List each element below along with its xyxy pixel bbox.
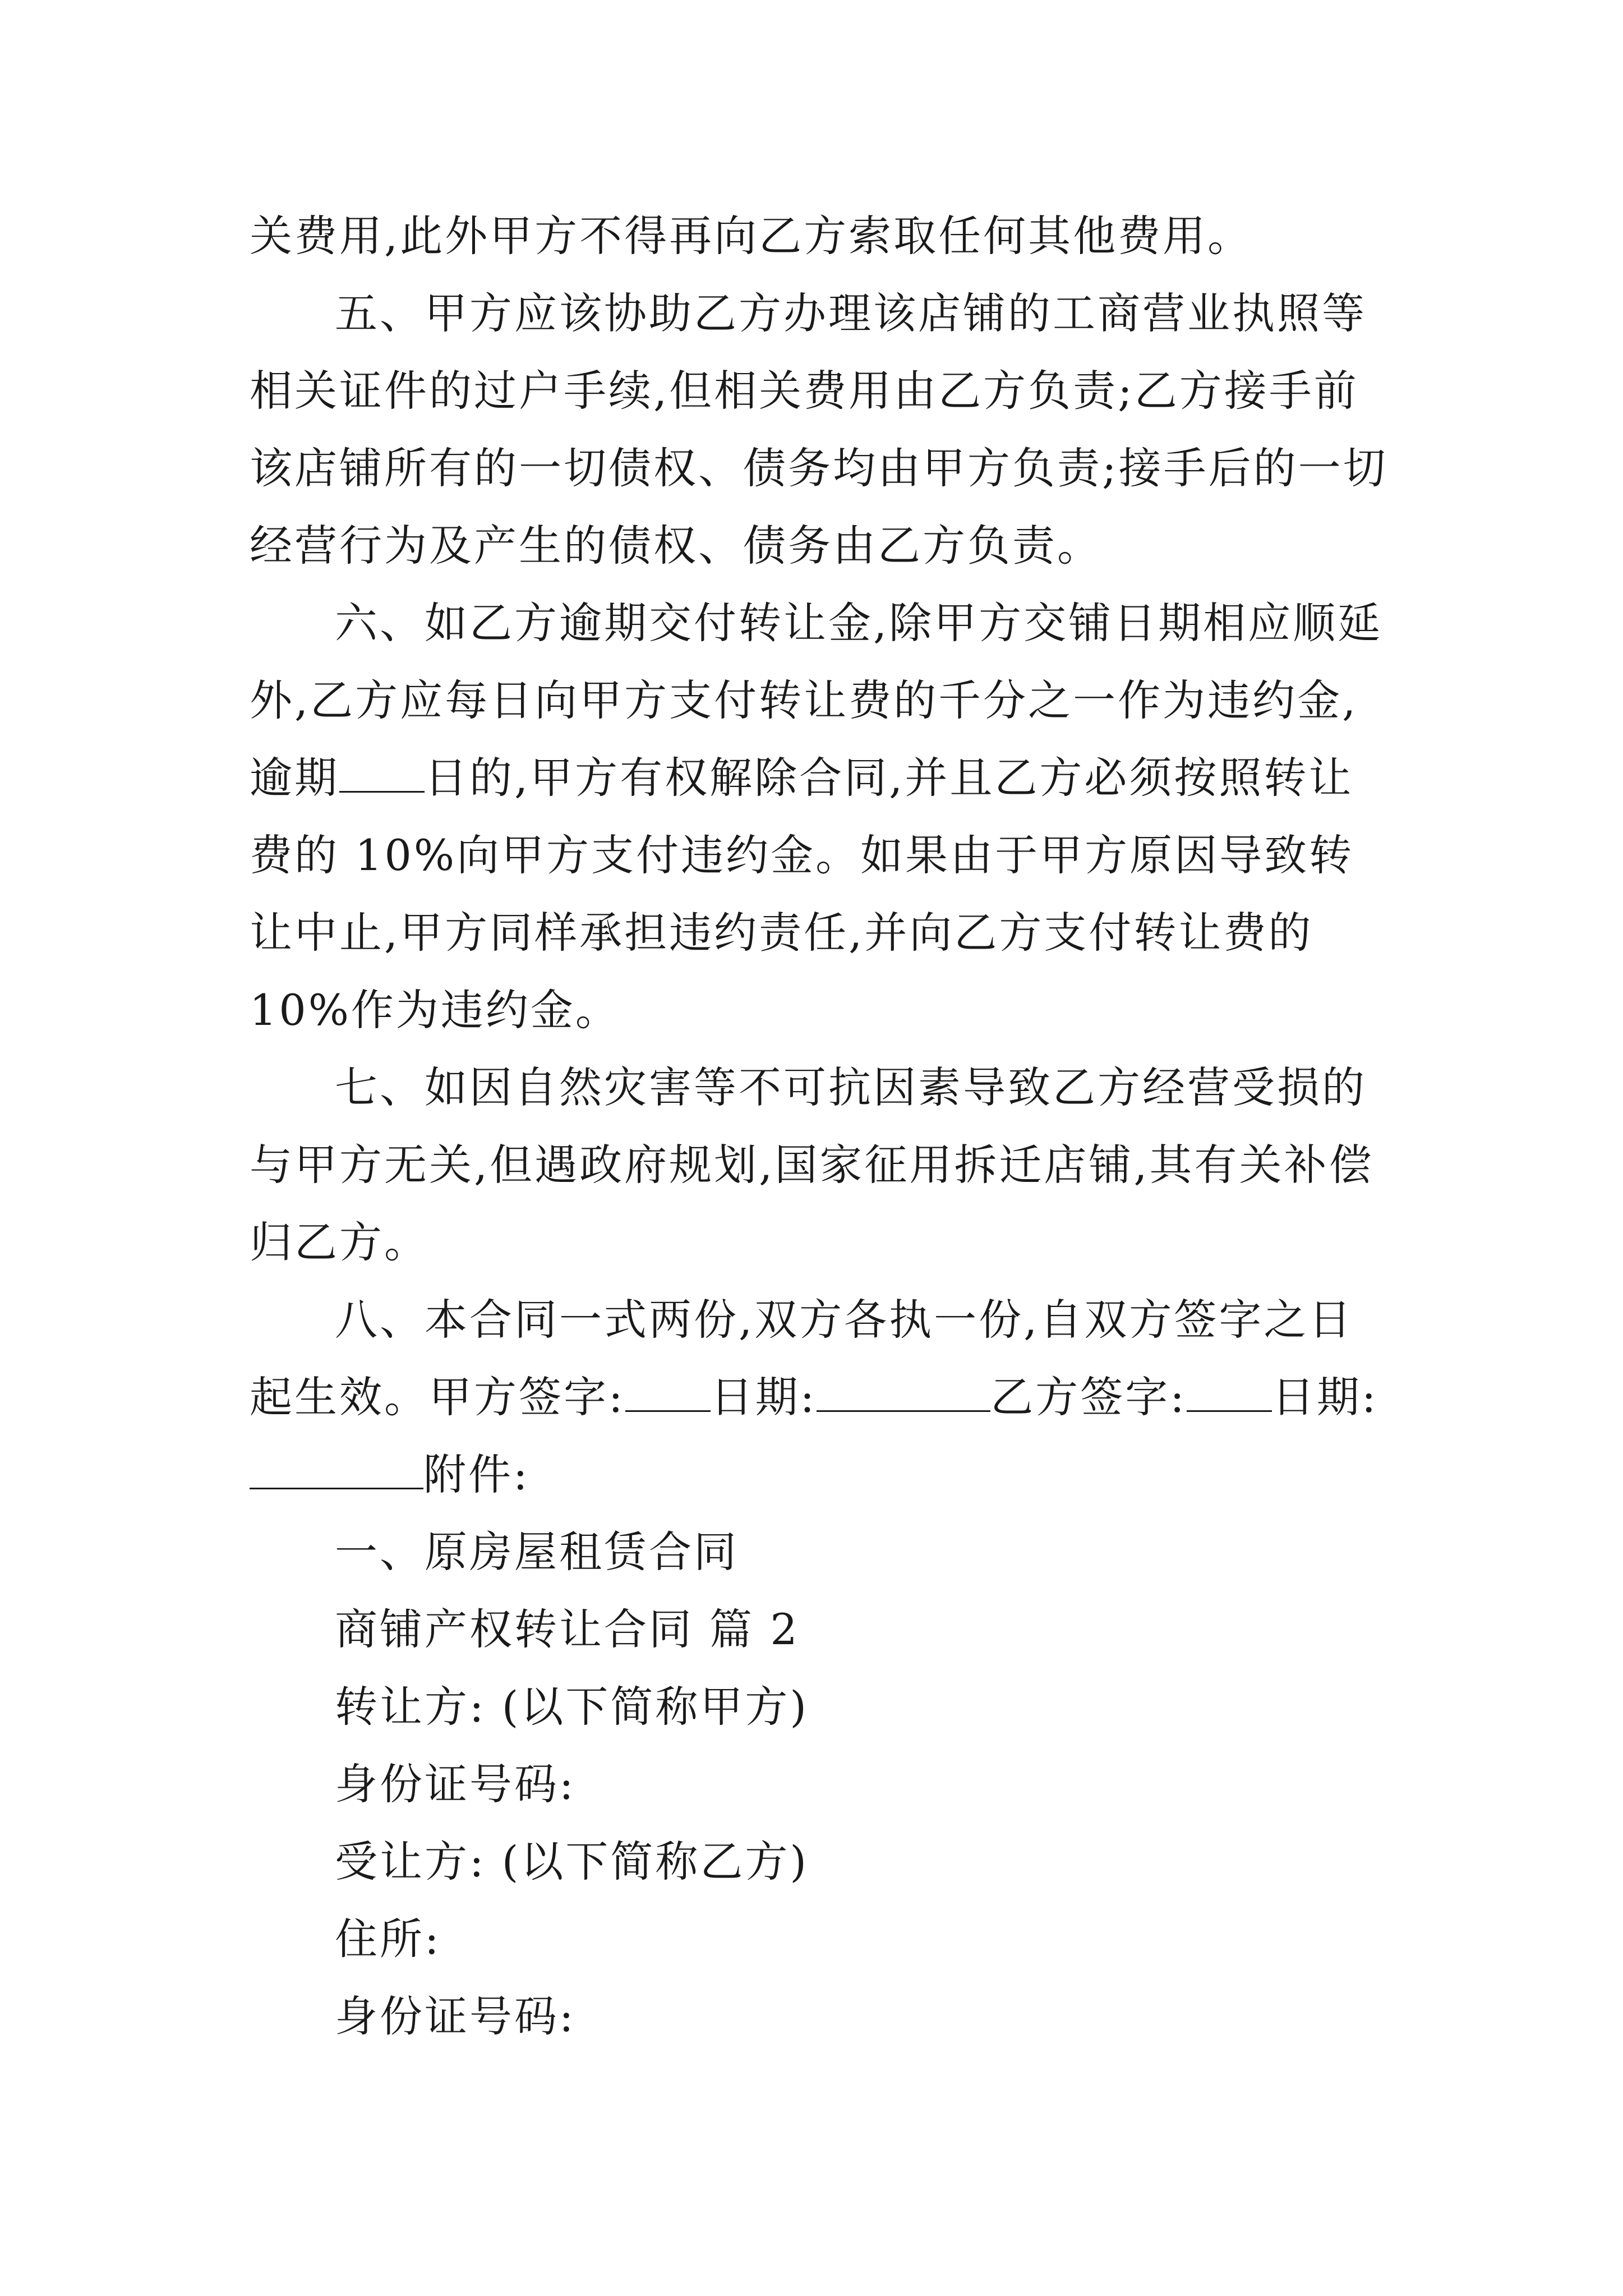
clause-6-part-2: 日的,甲方有权解除合同,并且乙方必须按照转让费的 10%向甲方支付违约金。如果由于甲方原因导致转让中止,甲方同样承担违约责任,并向乙方支付转让费的 10%作为违约金。 bbox=[250, 753, 1354, 1035]
clause-8-party-b-label: 乙方签字: bbox=[990, 1372, 1187, 1422]
transferor-id-label: 身份证号码: bbox=[335, 1759, 576, 1809]
party-b-signature-blank bbox=[1187, 1377, 1272, 1412]
clause-6-part-1: 六、如乙方逾期交付转让金,除甲方交铺日期相应顺延外,乙方应每日向甲方支付转让费的千分之一作为违约金,逾期 bbox=[250, 598, 1383, 803]
clause-8-date-label-b: 日期: bbox=[1271, 1372, 1378, 1422]
clause-8-part-1: 八、本合同一式两份,双方各执一份,自双方签字之日起生效。甲方签字: bbox=[250, 1295, 1354, 1422]
document-body bbox=[250, 197, 1394, 2055]
party-a-date-blank bbox=[817, 1377, 990, 1412]
paragraph-fee-continuation: 关费用,此外甲方不得再向乙方索取任何其他费用。 bbox=[250, 211, 1253, 261]
clause-6 bbox=[250, 585, 1394, 1049]
attachment-item-1: 一、原房屋租赁合同 bbox=[335, 1527, 739, 1577]
attachment-label: 附件: bbox=[423, 1450, 530, 1499]
contract-2-title: 商铺产权转让合同 篇 2 bbox=[335, 1604, 800, 1654]
clause-8 bbox=[250, 1281, 1394, 1513]
clause-8-date-label-a: 日期: bbox=[710, 1372, 817, 1422]
clause-7: 七、如因自然灾害等不可抗因素导致乙方经营受损的与甲方无关,但遇政府规划,国家征用拆迁店铺,其有关补偿归乙方。 bbox=[250, 1062, 1374, 1267]
transferee-id-label: 身份证号码: bbox=[335, 1991, 576, 2041]
address-label: 住所: bbox=[335, 1914, 441, 1964]
party-b-date-blank bbox=[250, 1454, 423, 1489]
party-a-signature-blank bbox=[625, 1377, 711, 1412]
clause-5: 五、甲方应该协助乙方办理该店铺的工商营业执照等相关证件的过户手续,但相关费用由乙方负责;乙方接手前该店铺所有的一切债权、债务均由甲方负责;接手后的一切经营行为及产生的债权、债务由乙方负责。 bbox=[250, 288, 1388, 570]
transferee-label: 受让方: (以下简称乙方) bbox=[335, 1837, 809, 1887]
overdue-days-blank bbox=[339, 757, 425, 793]
transferor-label: 转让方: (以下简称甲方) bbox=[335, 1682, 809, 1732]
